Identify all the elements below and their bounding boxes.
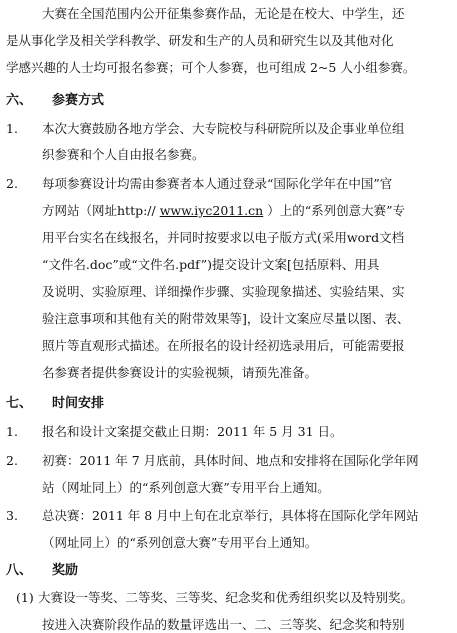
section8-item1-line-1: 大赛设一等奖、二等奖、三等奖、纪念奖和优秀组织奖以及特别奖。 [38,590,414,605]
section6-item2-line-5: 及说明、实验原理、详细操作步骤、实验现象描述、实验结果、实 [42,284,405,299]
section6-item1-line-2: 织参赛和个人自由报名参赛。 [42,147,205,162]
section6-item2-line-1: 每项参赛设计均需由参赛者本人通过登录“国际化学年在中国”官 [42,176,393,191]
section7-item2-line-2: 站（网址同上）的“系列创意大赛”专用平台上通知。 [42,480,330,495]
section8-title: 奖励 [52,563,79,578]
section6-item1-line-1: 本次大赛鼓励各地方学会、大专院校与科研院所以及企事业单位组 [42,121,405,136]
section7-item3-marker: 3. [6,508,18,523]
section6-title: 参赛方式 [52,93,105,108]
section8-item1-marker: (1) [16,590,34,605]
url-suffix: ）上的“系列创意大赛”专 [267,203,405,218]
section6-item2-line-2 [42,203,405,219]
section6-item2-line-8: 名参赛者提供参赛设计的实验视频，请预先准备。 [42,365,318,380]
section7-item1-line-1: 报名和设计文案提交截止日期：2011 年 5 月 31 日。 [42,424,343,439]
intro-line-2: 是从事化学及相关学科教学、研发和生产的人员和研究生以及其他对化 [6,33,394,48]
section8-number: 八、 [6,563,33,578]
url-prefix: 方网站（网址http:// [42,203,156,218]
section7-item2-marker: 2. [6,453,18,468]
section8-item1-line-2: 按进入决赛阶段作品的数量评选出一、二、三等奖、纪念奖和特别 [42,617,405,632]
section6-item2-line-6: 验注意事项和其他有关的附带效果等]，设计文案应尽量以图、表、 [42,311,410,326]
section6-item2-line-4: “文件名.doc”或“文件名.pdf”)提交设计文案[包括原料、用具 [42,257,380,272]
section6-item2-line-3: 用平台实名在线报名，并同时按要求以电子版方式(采用word文档 [42,230,405,245]
section6-item2-marker: 2. [6,176,18,191]
section7-item3-line-1: 总决赛：2011 年 8 月中上旬在北京举行，具体将在国际化学年网站 [42,508,419,523]
intro-line-1: 大赛在全国范围内公开征集参赛作品，无论是在校大、中学生，还 [42,6,405,21]
section6-number: 六、 [6,93,33,108]
section7-item2-line-1: 初赛：2011 年 7 月底前，具体时间、地点和安排将在国际化学年网 [42,453,419,468]
iyc-website-link[interactable]: www.iyc2011.cn [159,203,264,218]
section7-title: 时间安排 [52,396,105,411]
section7-item3-line-2: （网址同上）的“系列创意大赛”专用平台上通知。 [42,535,318,550]
intro-line-3: 学感兴趣的人士均可报名参赛；可个人参赛，也可组成 2~5 人小组参赛。 [6,60,416,75]
section6-item2-line-7: 照片等直观形式描述。在所报名的设计经初选录用后，可能需要报 [42,338,405,353]
section7-number: 七、 [6,396,33,411]
section6-item1-marker: 1. [6,121,18,136]
section7-item1-marker: 1. [6,424,18,439]
